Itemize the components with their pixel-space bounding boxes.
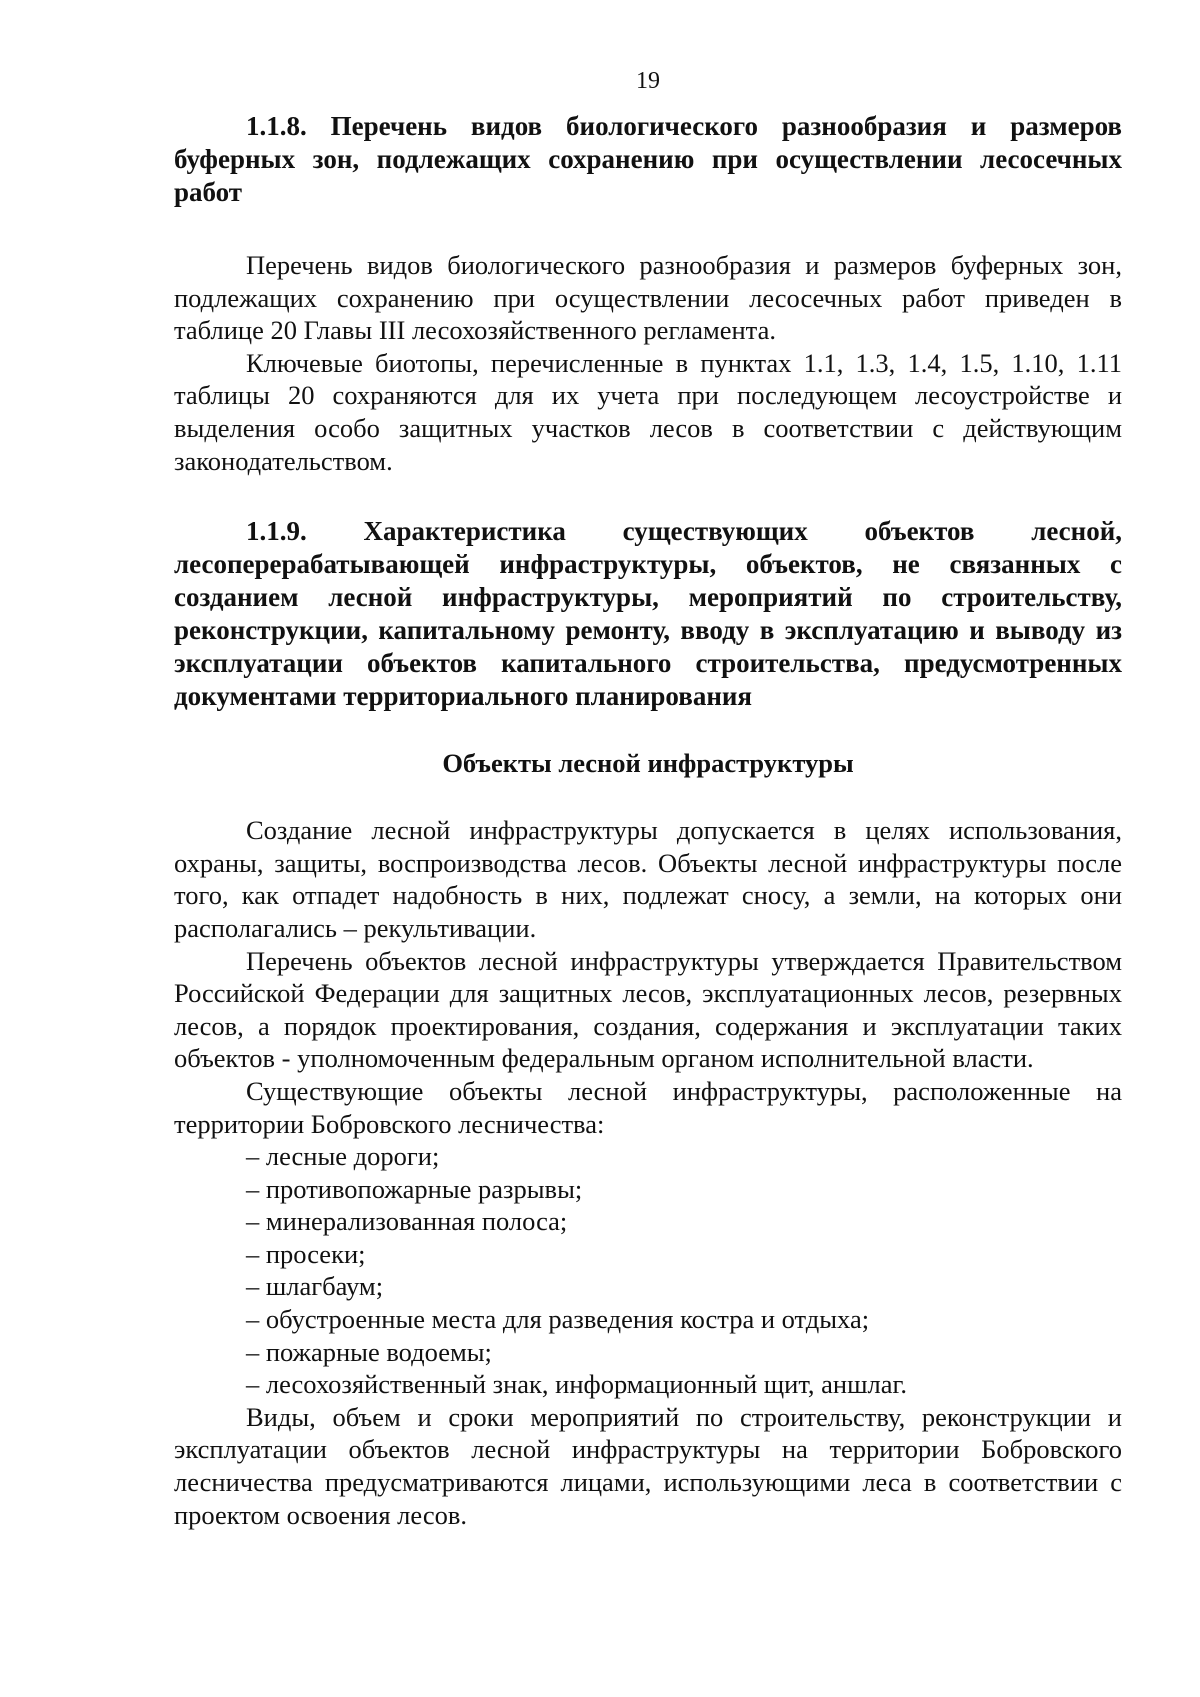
section-heading-1-1-8: 1.1.8. Перечень видов биологического разнообразия и размеров буферных зон, подлежащих сохранению при осуществлении лесосечных работ [174, 111, 1122, 207]
subsection-heading: Объекты лесной инфраструктуры [442, 748, 854, 779]
spacer [174, 477, 1122, 515]
paragraph: Существующие объекты лесной инфраструктуры, расположенные на территории Бобровского лесничества: [174, 1075, 1122, 1139]
infrastructure-list [174, 1140, 1122, 1401]
list-item: – пожарные водоемы; [246, 1336, 492, 1367]
spacer [174, 780, 1122, 814]
paragraph: Создание лесной инфраструктуры допускается в целях использования, охраны, защиты, воспроизводства лесов. Объекты лесной инфраструктуры после того, как отпадет надобность в них, подлежат сносу, а земли, на которых они располагались – рекультивации. [174, 815, 1122, 943]
paragraph: Перечень объектов лесной инфраструктуры утверждается Правительством Российской Федерации для защитных лесов, эксплуатационных лесов, резервных лесов, а порядок проектирования, создания, содержания и эксплуатации таких объектов - уполномоченным федеральным органом исполнительной власти. [174, 945, 1122, 1074]
list-item: – противопожарные разрывы; [246, 1173, 583, 1204]
paragraph: Ключевые биотопы, перечисленные в пунктах 1.1, 1.3, 1.4, 1.5, 1.10, 1.11 таблицы 20 сохраняются для их учета при последующем лесоустройстве и выделения особо защитных участков лесов в соответствии с действующим законодательством. [174, 347, 1122, 476]
paragraph: Виды, объем и сроки мероприятий по строительству, реконструкции и эксплуатации объектов лесной инфраструктуры на территории Бобровского лесничества предусматриваются лицами, использующими леса в соответствии с проектом освоения лесов. [174, 1401, 1122, 1530]
document-page [174, 66, 1122, 1531]
list-item: – шлагбаум; [246, 1271, 384, 1302]
spacer [174, 713, 1122, 747]
list-item: – лесные дороги; [246, 1141, 440, 1172]
list-item: – лесохозяйственный знак, информационный щит, аншлаг. [246, 1369, 908, 1400]
list-item: – просеки; [246, 1238, 366, 1269]
paragraph: Перечень видов биологического разнообразия и размеров буферных зон, подлежащих сохранению при осуществлении лесосечных работ приведен в таблице 20 Главы III лесохозяйственного регламента. [174, 250, 1122, 346]
section-heading-1-1-9: 1.1.9. Характеристика существующих объектов лесной, лесоперерабатывающей инфраструктуры, объектов, не связанных с созданием лесной инфраструктуры, мероприятий по строительству, реконструкции, капитальному ремонту, вводу в эксплуатацию и выводу из эксплуатации объектов капитального строительства, предусмотренных документами территориального планирования [174, 516, 1122, 712]
list-item: – обустроенные места для разведения костра и отдыха; [246, 1304, 870, 1335]
page-number: 19 [636, 68, 660, 94]
list-item: – минерализованная полоса; [246, 1206, 568, 1237]
spacer [174, 209, 1122, 249]
